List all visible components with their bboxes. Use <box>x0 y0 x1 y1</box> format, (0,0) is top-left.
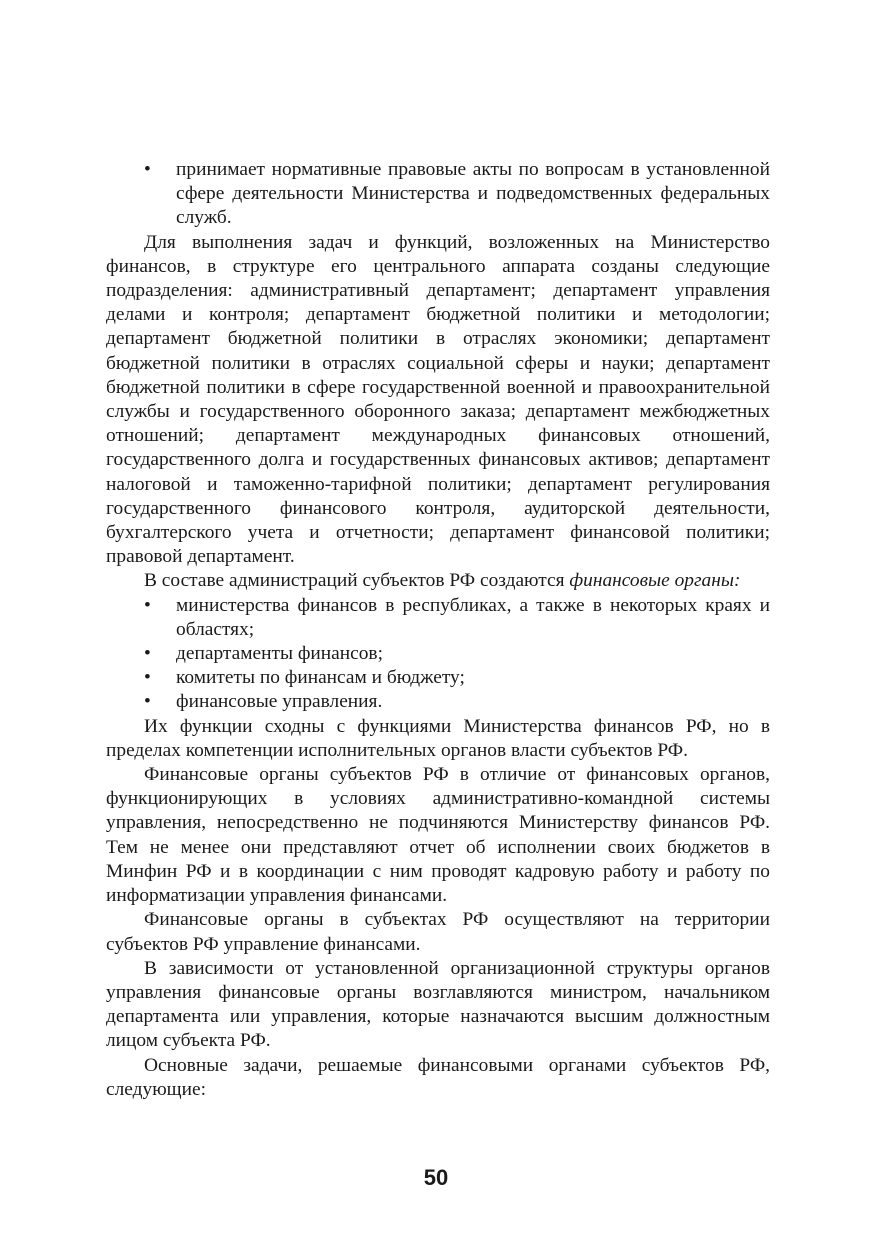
paragraph-functions: Их функции сходны с функциями Министерства финансов РФ, но в пределах компетенции исполнительных органов власти субъектов РФ. <box>106 715 770 761</box>
paragraph-lead-text: В составе администраций субъектов РФ создаются <box>144 570 565 592</box>
list-item: • департаменты финансов; <box>106 642 770 666</box>
list-item: • принимает нормативные правовые акты по вопросам в установленной сфере деятельности Министерства и подведомственных федеральных служб. <box>106 158 770 231</box>
paragraph-leadership: В зависимости от установленной организационной структуры органов управления финансовые органы возглавляются министром, начальником департамента или управления, которые назначаются высшим должностным лицом субъекта РФ. <box>106 957 770 1052</box>
paragraph-financial-bodies <box>106 569 770 593</box>
emphasis-term: финансовые органы: <box>569 570 741 592</box>
list-item: • финансовые управления. <box>106 690 770 714</box>
page-number: 50 <box>423 1165 449 1190</box>
page-body <box>106 158 770 1102</box>
paragraph-departments: Для выполнения задач и функций, возложенных на Министерство финансов, в структуре его центрального аппарата созданы следующие подразделения: административный департамент; департамент управления делами и контроля; департамент бюджетной политики и методологии; департамент бюджетной политики в отраслях экономики; департамент бюджетной политики в отраслях социальной сферы и науки; департамент бюджетной политики в сфере государственной военной и правоохранительной службы и государственного оборонного заказа; департамент межбюджетных отношений; департамент международных финансовых отношений, государственного долга и государственных финансовых активов; департамент налоговой и таможенно-тарифной политики; департамент регулирования государственного финансового контроля, аудиторской деятельности, бухгалтерского учета и отчетности; департамент финансовой политики; правовой департамент. <box>106 231 770 568</box>
bullet-list-financial-bodies <box>106 594 770 715</box>
bullet-list-top <box>106 158 770 231</box>
paragraph-territory: Финансовые органы в субъектах РФ осуществляют на территории субъектов РФ управление финансами. <box>106 909 770 955</box>
list-item: • министерства финансов в республиках, а также в некоторых краях и областях; <box>106 594 770 642</box>
list-item: • комитеты по финансам и бюджету; <box>106 666 770 690</box>
paragraph-tasks-intro: Основные задачи, решаемые финансовыми органами субъектов РФ, следующие: <box>106 1054 770 1100</box>
paragraph-subordination: Финансовые органы субъектов РФ в отличие от финансовых органов, функционирующих в условиях административно-командной системы управления, непосредственно не подчиняются Министерству финансов РФ. Тем не менее они представляют отчет об исполнении своих бюджетов в Минфин РФ и в координации с ним проводят кадровую работу и работу по информатизации управления финансами. <box>106 764 770 907</box>
